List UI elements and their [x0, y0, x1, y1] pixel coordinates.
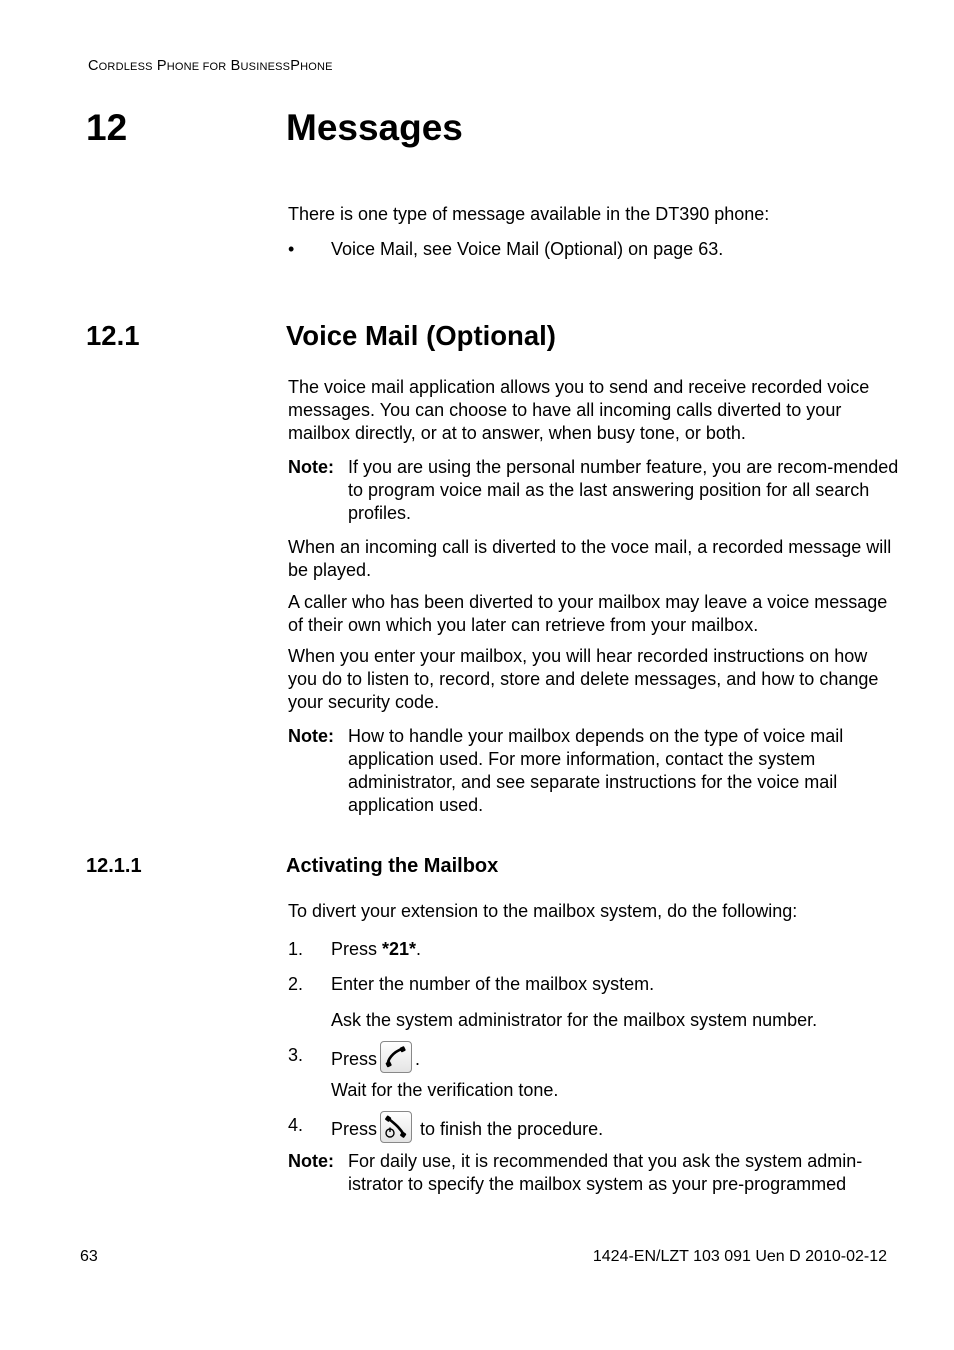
header-smallcaps: ORDLESS: [98, 61, 153, 73]
header-initial: P: [156, 58, 167, 74]
header-initial: P: [290, 58, 301, 74]
header-smallcaps: HONE FOR: [166, 61, 227, 73]
section-title: Voice Mail (Optional): [286, 320, 556, 351]
running-header: [88, 58, 333, 74]
note-personal-number: If you are using the personal number feature, you are recom-mended to program voice mail as the last answering position for all search profiles.: [348, 457, 899, 523]
note-label: Note:: [288, 1151, 334, 1171]
chapter-title: Messages: [286, 107, 463, 148]
step-3-text: [331, 1044, 420, 1076]
header-smallcaps: USINESS: [240, 61, 291, 73]
header-initial: B: [230, 58, 241, 74]
bullet-item-voice-mail: Voice Mail, see Voice Mail (Optional) on page 63.: [331, 239, 724, 259]
paragraph-diverted-call: When an incoming call is diverted to the voce mail, a recorded message will be played.: [288, 537, 892, 580]
document-id: 1424-EN/LZT 103 091 Uen D 2010-02-12: [592, 1248, 887, 1265]
step-4-text: [331, 1114, 603, 1146]
subsection-number: 12.1.1: [86, 855, 142, 877]
bullet-mark: •: [288, 239, 295, 259]
note-daily-use: For daily use, it is recommended that you ask the system admin-istrator to specify the mailbox system as your pre-programmed: [348, 1151, 863, 1194]
step-text-pre: Press: [331, 1048, 378, 1069]
paragraph-divert-instructions: To divert your extension to the mailbox system, do the following:: [288, 901, 798, 921]
step-2-text: Enter the number of the mailbox system.: [331, 974, 655, 994]
subsection-title: Activating the Mailbox: [286, 855, 499, 877]
header-initial: C: [88, 58, 99, 74]
step-text-post: .: [416, 939, 422, 959]
step-text-pre: Press: [331, 939, 383, 959]
header-smallcaps: HONE: [300, 61, 333, 73]
step-1-text: [331, 938, 421, 961]
step-number: 1.: [288, 939, 304, 959]
note-mailbox-handling: How to handle your mailbox depends on the type of voice mail application used. For more information, contact the system administrator, and see separate instructions for the voice mail application used.: [348, 726, 844, 815]
paragraph-voice-mail-intro: The voice mail application allows you to send and receive recorded voice messages. You can choose to have all incoming calls diverted to your mailbox directly, or at to answer, when busy tone, or both.: [288, 377, 870, 443]
page-number: 63: [80, 1248, 98, 1265]
step-text-post: to finish the procedure.: [420, 1118, 604, 1139]
intro-paragraph: There is one type of message available in the DT390 phone:: [288, 204, 770, 224]
paragraph-enter-mailbox: When you enter your mailbox, you will hear recorded instructions on how you do to listen to, record, store and delete messages, and how to change your security code.: [288, 646, 879, 712]
off-hook-key-icon: [380, 1041, 412, 1073]
feature-code: *21*: [382, 939, 417, 959]
step-number: 3.: [288, 1045, 304, 1065]
step-3-subtext: Wait for the verification tone.: [331, 1080, 559, 1100]
paragraph-caller-message: A caller who has been diverted to your mailbox may leave a voice message of their own which you later can retrieve from your mailbox.: [288, 592, 888, 635]
step-number: 2.: [288, 974, 304, 994]
step-text-post: .: [415, 1048, 421, 1069]
step-number: 4.: [288, 1115, 304, 1135]
chapter-number: 12: [86, 107, 128, 148]
section-number: 12.1: [86, 320, 140, 351]
on-hook-power-key-icon: [380, 1111, 412, 1143]
note-label: Note:: [288, 726, 334, 746]
step-2-subtext: Ask the system administrator for the mailbox system number.: [331, 1010, 818, 1030]
note-label: Note:: [288, 457, 334, 477]
step-text-pre: Press: [331, 1118, 378, 1139]
